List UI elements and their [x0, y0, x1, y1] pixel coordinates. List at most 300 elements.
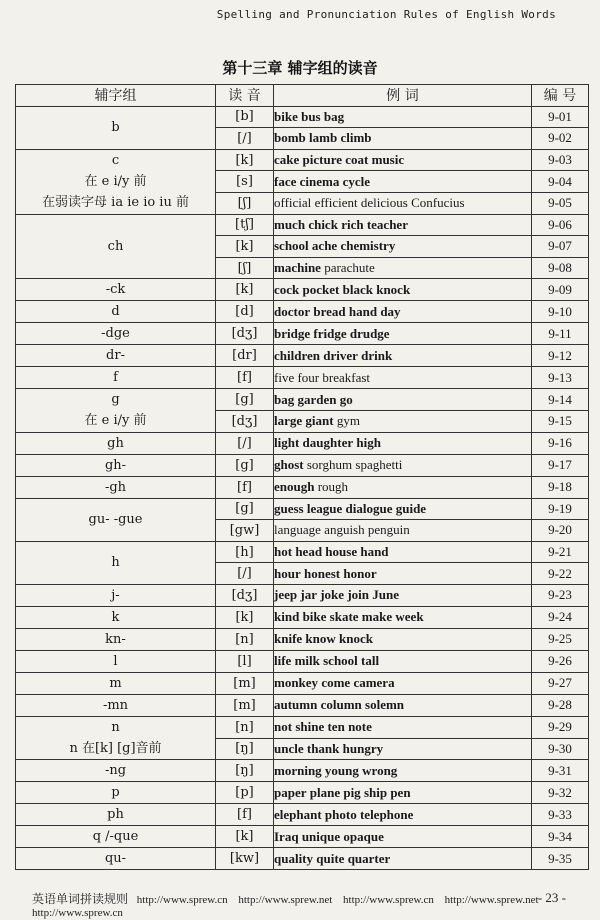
pronunciation-cell: [ʃ]: [216, 257, 274, 279]
table-row: [16, 279, 589, 301]
rule-number-cell: 9-08: [532, 257, 589, 279]
example-word: knock: [376, 281, 411, 297]
rule-number-cell: 9-09: [532, 279, 589, 301]
cluster-cell: [16, 760, 216, 782]
rule-number-cell: 9-17: [532, 454, 589, 476]
examples-cell: [274, 236, 532, 258]
example-word: high: [356, 435, 381, 451]
cluster-label: kn-: [105, 631, 126, 647]
pronunciation-cell: [b]: [216, 106, 274, 128]
cluster-label: c: [111, 153, 120, 169]
example-word: drudge: [349, 325, 390, 341]
example-word: parachute: [324, 260, 375, 276]
example-word: chick: [308, 216, 338, 232]
examples-cell: [274, 214, 532, 236]
example-word: kind: [274, 609, 300, 625]
cluster-cell: [16, 848, 216, 870]
cluster-label: p: [111, 785, 120, 801]
example-word: elephant: [274, 806, 322, 822]
example-word: join: [347, 587, 369, 603]
table-row: [16, 826, 589, 848]
example-word: telephone: [359, 806, 414, 822]
example-word: lamb: [309, 130, 338, 146]
cluster-cell: [16, 214, 216, 279]
example-word: jeep: [274, 587, 298, 603]
example-word: light: [274, 435, 300, 451]
cluster-cell: [16, 454, 216, 476]
pronunciation-cell: [ŋ]: [216, 760, 274, 782]
example-word: climb: [340, 130, 372, 146]
example-word: skate: [329, 609, 359, 625]
pronunciation-cell: [n]: [216, 716, 274, 738]
example-word: doctor: [274, 303, 311, 319]
example-word: day: [380, 303, 401, 319]
examples-cell: [274, 694, 532, 716]
example-word: children: [274, 347, 320, 363]
example-word: pocket: [302, 281, 340, 297]
example-word: quite: [316, 850, 345, 866]
example-word: unique: [301, 828, 341, 844]
example-word: quarter: [347, 850, 391, 866]
examples-cell: [274, 628, 532, 650]
examples-cell: [274, 279, 532, 301]
example-word: school: [323, 653, 358, 669]
cluster-cell: [16, 149, 216, 214]
rule-number-cell: 9-30: [532, 738, 589, 760]
example-word: knock: [339, 631, 373, 647]
cluster-label: -gh: [104, 479, 127, 495]
cluster-cell: [16, 628, 216, 650]
example-word: anguish: [324, 522, 365, 538]
pronunciation-cell: [k]: [216, 826, 274, 848]
example-word: wrong: [362, 762, 398, 778]
rule-number-cell: 9-35: [532, 848, 589, 870]
example-word: pig: [343, 784, 361, 800]
rule-number-cell: 9-15: [532, 410, 589, 432]
example-word: paper: [274, 784, 307, 800]
example-word: week: [395, 609, 424, 625]
cluster-cell: [16, 782, 216, 804]
cluster-label: d: [111, 304, 120, 320]
table-row: [16, 541, 589, 563]
footer-book-title: 英语单词拼读规则: [32, 892, 129, 906]
example-word: honor: [343, 565, 377, 581]
examples-cell: [274, 192, 532, 214]
pronunciation-cell: [kw]: [216, 848, 274, 870]
cluster-note: 在 e i/y 前: [84, 413, 147, 429]
cluster-label: k: [111, 609, 120, 625]
example-word: spaghetti: [355, 457, 403, 473]
rule-number-cell: 9-25: [532, 628, 589, 650]
example-word: camera: [353, 675, 395, 691]
examples-cell: [274, 738, 532, 760]
example-word: school: [274, 238, 309, 254]
example-word: delicious: [360, 195, 408, 211]
example-word: head: [295, 544, 323, 560]
table-header-row: [16, 85, 589, 107]
cluster-label: -ck: [105, 282, 126, 298]
rule-number-cell: 9-16: [532, 432, 589, 454]
example-word: rough: [317, 479, 349, 495]
page-footer: [32, 890, 572, 919]
examples-cell: [274, 367, 532, 389]
table-row: [16, 498, 589, 520]
example-word: note: [348, 719, 372, 735]
example-word: teacher: [366, 216, 408, 232]
example-word: June: [372, 587, 399, 603]
cluster-cell: [16, 650, 216, 672]
example-word: cake: [274, 152, 300, 168]
pronunciation-cell: [/]: [216, 432, 274, 454]
footer-url: http://www.sprew.net: [238, 894, 333, 906]
example-word: Iraq: [274, 828, 299, 844]
rule-number-cell: 9-06: [532, 214, 589, 236]
example-word: shine: [295, 719, 325, 735]
rule-number-cell: 9-04: [532, 171, 589, 193]
example-word: ten: [327, 719, 345, 735]
example-word: large: [274, 413, 303, 429]
example-word: column: [320, 697, 362, 713]
pronunciation-cell: [f]: [216, 804, 274, 826]
pronunciation-cell: [m]: [216, 672, 274, 694]
example-word: joke: [320, 587, 345, 603]
pronunciation-cell: [n]: [216, 628, 274, 650]
examples-cell: [274, 106, 532, 128]
pronunciation-cell: [/]: [216, 128, 274, 150]
examples-cell: [274, 563, 532, 585]
table-row: [16, 672, 589, 694]
examples-cell: [274, 826, 532, 848]
rule-number-cell: 9-28: [532, 694, 589, 716]
pronunciation-cell: [l]: [216, 650, 274, 672]
footer-url: http://www.sprew.cn: [343, 894, 434, 906]
cluster-cell: [16, 694, 216, 716]
chapter-title: 第十三章 辅字组的读音: [222, 59, 378, 77]
table-row: [16, 323, 589, 345]
cluster-cell: [16, 804, 216, 826]
example-word: tall: [361, 653, 380, 669]
example-word: machine: [274, 260, 321, 276]
examples-cell: [274, 782, 532, 804]
example-word: thank: [306, 740, 340, 756]
examples-cell: [274, 476, 532, 498]
example-word: solemn: [365, 697, 405, 713]
rule-number-cell: 9-01: [532, 106, 589, 128]
rule-number-cell: 9-02: [532, 128, 589, 150]
examples-cell: [274, 606, 532, 628]
rule-number-cell: 9-19: [532, 498, 589, 520]
table-row: [16, 149, 589, 171]
example-word: efficient: [314, 195, 358, 211]
table-row: [16, 804, 589, 826]
table-row: [16, 606, 589, 628]
example-word: enough: [274, 479, 315, 495]
example-word: life: [274, 653, 292, 669]
cluster-cell: [16, 541, 216, 584]
examples-cell: [274, 848, 532, 870]
pronunciation-cell: [/]: [216, 563, 274, 585]
example-word: gym: [336, 413, 360, 429]
pronunciation-cell: [dʒ]: [216, 410, 274, 432]
rule-number-cell: 9-13: [532, 367, 589, 389]
example-word: bridge: [274, 325, 311, 341]
examples-cell: [274, 541, 532, 563]
example-word: hungry: [342, 740, 384, 756]
example-word: five: [274, 369, 295, 385]
examples-cell: [274, 520, 532, 542]
example-word: official: [274, 195, 312, 211]
column-header-pronunciation: 读 音: [216, 85, 274, 107]
example-word: pen: [390, 784, 411, 800]
rule-number-cell: 9-26: [532, 650, 589, 672]
example-word: dialogue: [345, 500, 393, 516]
pronunciation-cell: [k]: [216, 279, 274, 301]
example-word: chemistry: [340, 238, 396, 254]
table-row: [16, 848, 589, 870]
example-word: knife: [274, 631, 303, 647]
example-word: daughter: [302, 435, 354, 451]
pronunciation-cell: [ʃ]: [216, 192, 274, 214]
pronunciation-cell: [p]: [216, 782, 274, 804]
example-word: guide: [395, 500, 427, 516]
rule-number-cell: 9-12: [532, 345, 589, 367]
table-row: [16, 476, 589, 498]
cluster-cell: [16, 432, 216, 454]
pronunciation-cell: [d]: [216, 301, 274, 323]
rule-number-cell: 9-07: [532, 236, 589, 258]
example-word: jar: [300, 587, 317, 603]
example-word: milk: [294, 653, 320, 669]
example-word: sorghum: [306, 457, 353, 473]
example-word: make: [361, 609, 393, 625]
rule-number-cell: 9-33: [532, 804, 589, 826]
cluster-cell: [16, 323, 216, 345]
examples-cell: [274, 804, 532, 826]
cluster-label: f: [113, 370, 118, 386]
pronunciation-cell: [dʒ]: [216, 584, 274, 606]
example-word: black: [342, 281, 373, 297]
column-header-number: 编 号: [532, 85, 589, 107]
example-word: plane: [309, 784, 341, 800]
example-word: music: [371, 152, 405, 168]
pronunciation-cell: [m]: [216, 694, 274, 716]
cluster-label: -mn: [102, 697, 129, 713]
table-row: [16, 345, 589, 367]
example-word: monkey: [274, 675, 319, 691]
cluster-note: 在弱读字母 ia ie io iu 前: [42, 195, 189, 211]
cluster-label: -ng: [104, 763, 127, 779]
rule-number-cell: 9-18: [532, 476, 589, 498]
cluster-label: ph: [107, 807, 124, 823]
examples-cell: [274, 410, 532, 432]
example-word: cinema: [299, 173, 340, 189]
example-word: hot: [274, 544, 293, 560]
example-word: not: [274, 719, 293, 735]
cluster-note: n 在[k] [g]音前: [69, 741, 162, 756]
example-word: ghost: [274, 457, 304, 473]
cluster-label: q /-que: [92, 829, 139, 845]
cluster-label: m: [109, 675, 122, 691]
cluster-label: ch: [107, 238, 124, 254]
examples-cell: [274, 149, 532, 171]
pronunciation-cell: [ŋ]: [216, 738, 274, 760]
table-row: [16, 694, 589, 716]
table-row: [16, 214, 589, 236]
running-header: Spelling and Pronunciation Rules of English Words: [216, 8, 556, 21]
examples-cell: [274, 672, 532, 694]
example-word: hand: [348, 303, 378, 319]
examples-cell: [274, 650, 532, 672]
table-row: [16, 782, 589, 804]
pronunciation-cell: [dr]: [216, 345, 274, 367]
rule-number-cell: 9-22: [532, 563, 589, 585]
table-row: [16, 432, 589, 454]
example-word: morning: [274, 762, 322, 778]
cluster-cell: [16, 672, 216, 694]
cluster-cell: [16, 584, 216, 606]
cluster-label: l: [113, 653, 118, 669]
example-word: ache: [311, 238, 338, 254]
examples-cell: [274, 498, 532, 520]
pronunciation-cell: [h]: [216, 541, 274, 563]
table-row: [16, 584, 589, 606]
cluster-label: -dge: [101, 326, 130, 342]
examples-cell: [274, 454, 532, 476]
rule-number-cell: 9-32: [532, 782, 589, 804]
page-number: - 23 -: [537, 890, 566, 905]
pronunciation-cell: [f]: [216, 476, 274, 498]
pronunciation-cell: [g]: [216, 454, 274, 476]
column-header-examples: 例 词: [274, 85, 532, 107]
example-word: breakfast: [322, 369, 371, 385]
pronunciation-cell: [dʒ]: [216, 323, 274, 345]
pronunciation-cell: [k]: [216, 606, 274, 628]
cluster-cell: [16, 498, 216, 541]
cluster-label: h: [111, 555, 120, 571]
pronunciation-cell: [gw]: [216, 520, 274, 542]
cluster-note: 在 e i/y 前: [84, 174, 147, 190]
pronunciation-cell: [tʃ]: [216, 214, 274, 236]
examples-cell: [274, 323, 532, 345]
examples-cell: [274, 432, 532, 454]
example-word: go: [339, 391, 353, 407]
example-word: bag: [323, 108, 345, 124]
cluster-cell: [16, 345, 216, 367]
example-word: ship: [363, 784, 388, 800]
table-row: [16, 106, 589, 128]
footer-url: http://www.sprew.cn: [32, 907, 123, 919]
examples-cell: [274, 171, 532, 193]
cluster-cell: [16, 301, 216, 323]
rule-number-cell: 9-21: [532, 541, 589, 563]
examples-cell: [274, 716, 532, 738]
pronunciation-cell: [g]: [216, 389, 274, 411]
pronunciation-cell: [k]: [216, 149, 274, 171]
examples-cell: [274, 257, 532, 279]
rule-number-cell: 9-24: [532, 606, 589, 628]
rule-number-cell: 9-14: [532, 389, 589, 411]
example-word: penguin: [367, 522, 410, 538]
consonant-cluster-table: [15, 84, 589, 870]
cluster-label: qu-: [104, 851, 127, 867]
pronunciation-cell: [g]: [216, 498, 274, 520]
example-word: picture: [302, 152, 343, 168]
table-row: [16, 760, 589, 782]
examples-cell: [274, 584, 532, 606]
example-word: quality: [274, 850, 314, 866]
example-word: fridge: [313, 325, 347, 341]
example-word: Confucius: [411, 195, 465, 211]
example-word: honest: [303, 565, 341, 581]
example-word: photo: [324, 806, 357, 822]
rule-number-cell: 9-34: [532, 826, 589, 848]
cluster-cell: [16, 279, 216, 301]
example-word: bus: [301, 108, 321, 124]
example-word: garden: [297, 391, 337, 407]
rule-number-cell: 9-20: [532, 520, 589, 542]
example-word: drink: [361, 347, 393, 363]
cluster-cell: [16, 606, 216, 628]
cluster-label: dr-: [106, 348, 125, 364]
cluster-label: gu- -gue: [88, 512, 143, 528]
table-row: [16, 650, 589, 672]
table-row: [16, 716, 589, 738]
examples-cell: [274, 389, 532, 411]
cluster-label: gh-: [104, 457, 127, 473]
example-word: bike: [274, 108, 298, 124]
rule-number-cell: 9-29: [532, 716, 589, 738]
rule-number-cell: 9-11: [532, 323, 589, 345]
cluster-cell: [16, 106, 216, 149]
cluster-cell: [16, 716, 216, 759]
example-word: bread: [313, 303, 346, 319]
footer-url: http://www.sprew.cn: [136, 894, 228, 906]
example-word: young: [324, 762, 359, 778]
pronunciation-cell: [k]: [216, 236, 274, 258]
example-word: cycle: [342, 173, 371, 189]
rule-number-cell: 9-23: [532, 584, 589, 606]
example-word: hour: [274, 565, 301, 581]
examples-cell: [274, 301, 532, 323]
pronunciation-cell: [f]: [216, 367, 274, 389]
table-row: [16, 628, 589, 650]
rule-number-cell: 9-03: [532, 149, 589, 171]
example-word: four: [297, 369, 320, 385]
pronunciation-cell: [s]: [216, 171, 274, 193]
table-row: [16, 454, 589, 476]
example-word: much: [274, 216, 306, 232]
example-word: house: [325, 544, 358, 560]
table-row: [16, 389, 589, 411]
examples-cell: [274, 760, 532, 782]
example-word: come: [321, 675, 351, 691]
examples-cell: [274, 128, 532, 150]
example-word: bomb: [274, 130, 306, 146]
cluster-cell: [16, 826, 216, 848]
examples-cell: [274, 345, 532, 367]
example-word: bike: [302, 609, 327, 625]
cluster-label: gh: [107, 435, 124, 451]
cluster-label: j-: [111, 587, 120, 603]
example-word: cock: [274, 281, 300, 297]
example-word: coat: [345, 152, 369, 168]
example-word: face: [274, 173, 297, 189]
example-word: opaque: [343, 828, 384, 844]
cluster-cell: [16, 476, 216, 498]
example-word: league: [306, 500, 343, 516]
rule-number-cell: 9-10: [532, 301, 589, 323]
cluster-label: b: [111, 120, 120, 136]
